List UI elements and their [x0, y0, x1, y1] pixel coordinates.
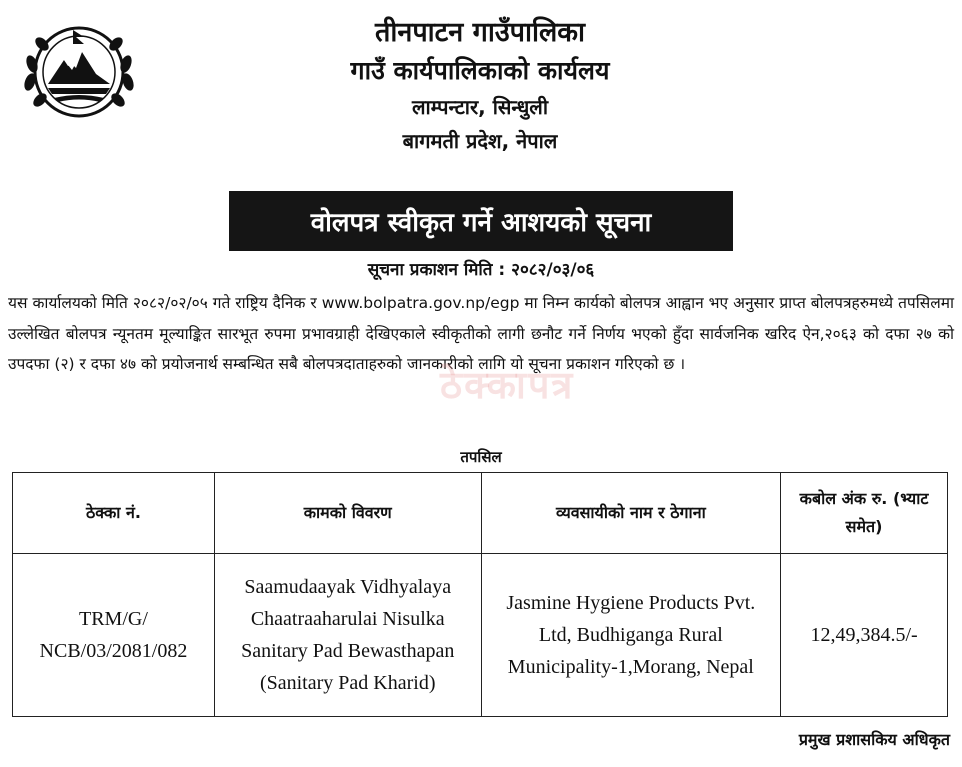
- publication-date: सूचना प्रकाशन मिति : २०८२/०३/०६: [367, 260, 595, 280]
- header-amount: कबोल अंक रु. (भ्याट समेत): [781, 473, 948, 554]
- watermark: ठेक्कापत्र: [440, 363, 575, 407]
- municipality-emblem: [18, 22, 140, 126]
- municipality-name: तीनपाटन गाउँपालिका: [374, 17, 586, 48]
- office-header: [180, 14, 780, 158]
- table-row: [13, 554, 948, 717]
- header-vendor: व्यवसायीको नाम र ठेगाना: [481, 473, 781, 554]
- schedule-heading: तपसिल: [460, 448, 502, 466]
- office-province: बागमती प्रदेश, नेपाल: [402, 129, 558, 153]
- signature-title: प्रमुख प्रशासकिय अधिकृत: [798, 730, 950, 749]
- notice-title: वोलपत्र स्वीकृत गर्ने आशयको सूचना: [229, 191, 733, 251]
- header-contract-no: ठेक्का नं.: [13, 473, 215, 554]
- bid-table: [12, 472, 948, 717]
- cell-description: Saamudaayak Vidhyalaya Chaatraaharulai Nisulka Sanitary Pad Bewasthapan (Sanitary Pad Kharid): [214, 554, 481, 717]
- table-header-row: [13, 473, 948, 554]
- notice-body: यस कार्यालयको मिति २०८२/०२/०५ गते राष्ट्रिय दैनिक र www.bolpatra.gov.np/egp मा निम्न कार्यको बोलपत्र आह्वान भए अनुसार प्राप्त बोलपत्रहरुमध्ये तपसिलमा उल्लेखित बोलपत्र न्यूनतम मूल्याङ्कित सारभूत रुपमा प्रभावग्राही देखिएकाले स्वीकृतीको लागी छनौट गर्ने निर्णय भएको हुँदा सार्वजनिक खरिद ऐन,२०६३ को दफा २७ को उपदफा (२) र दफा ४७ को प्रयोजनार्थ सम्बन्धित सबै बोलपत्रदाताहरुको जानकारीको लागि यो सूचना प्रकाशन गरिएको छ ।: [8, 294, 954, 373]
- cell-vendor: Jasmine Hygiene Products Pvt. Ltd, Budhiganga Rural Municipality-1,Morang, Nepal: [481, 554, 781, 717]
- cell-amount: 12,49,384.5/-: [781, 554, 948, 717]
- header-description: कामको विवरण: [214, 473, 481, 554]
- office-location: लाम्पन्टार, सिन्धुली: [411, 95, 549, 119]
- cell-contract-no: TRM/G/ NCB/03/2081/082: [13, 554, 215, 717]
- office-name: गाउँ कार्यपालिकाको कार्यलय: [350, 56, 610, 85]
